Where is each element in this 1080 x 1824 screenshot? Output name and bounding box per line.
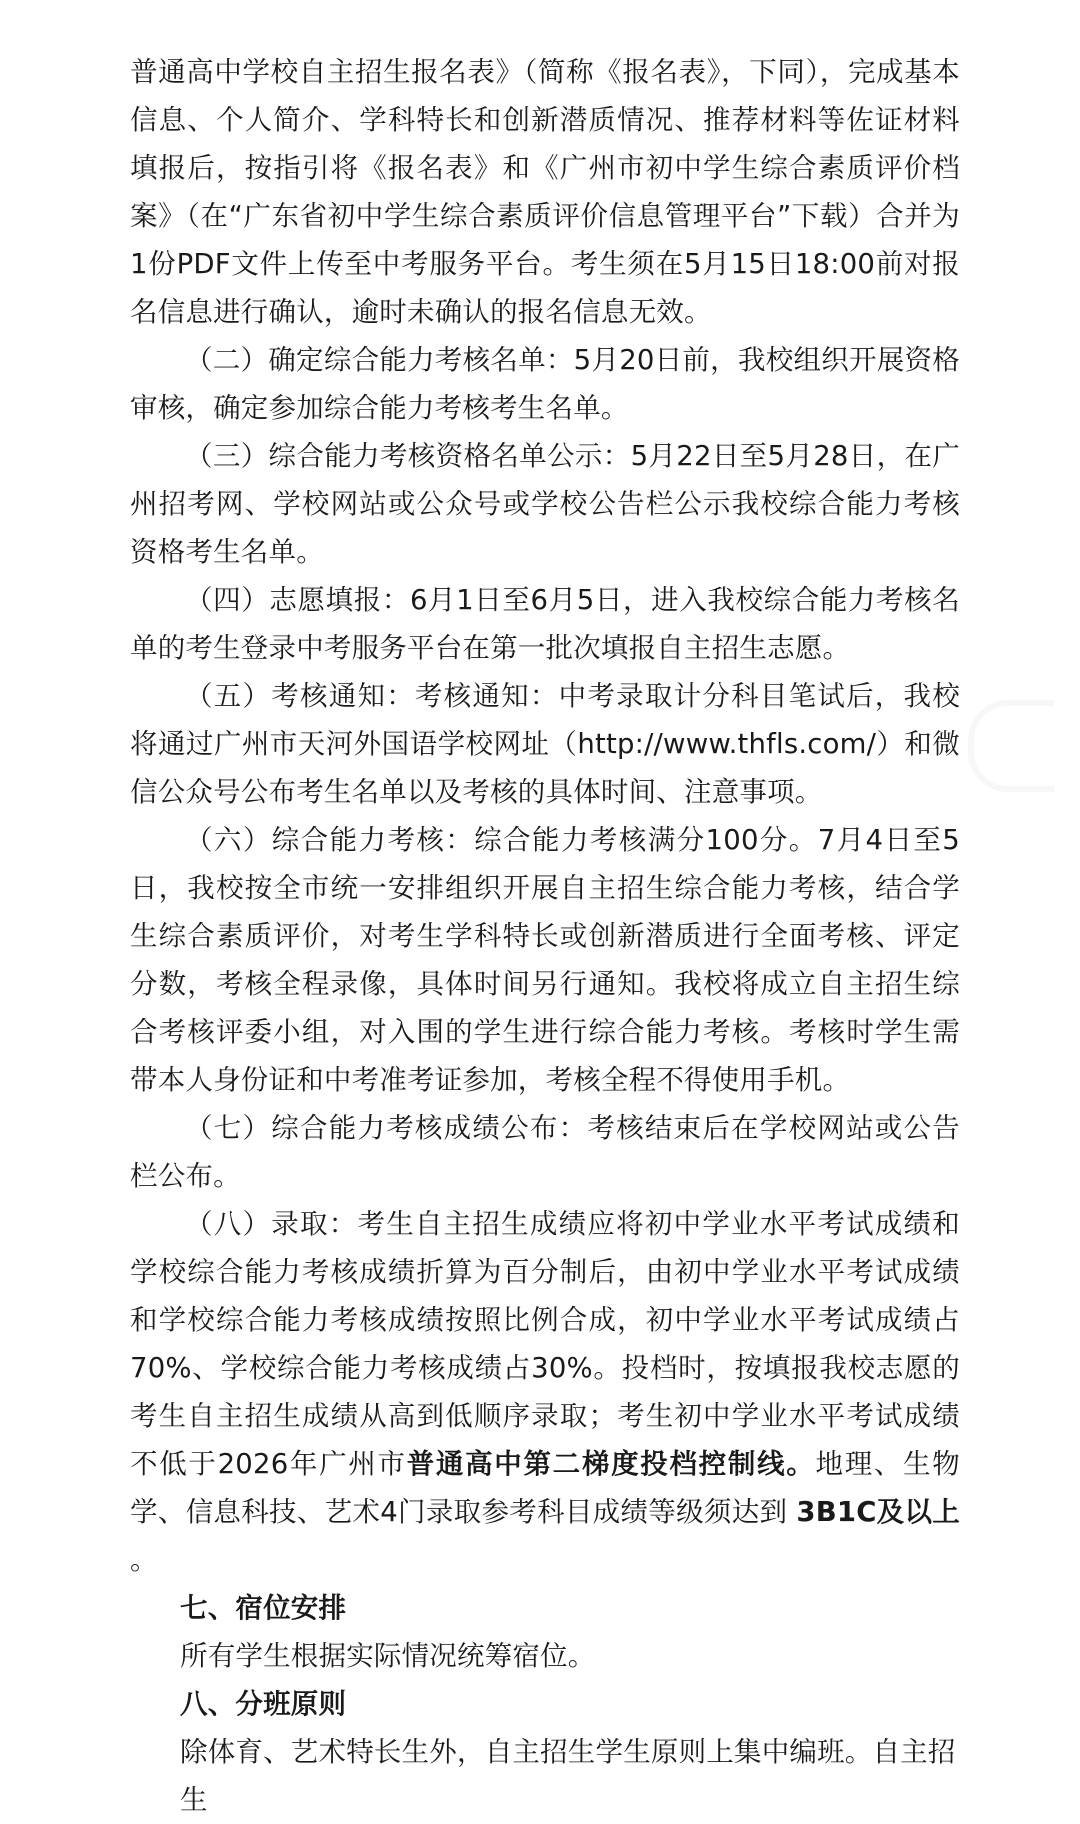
admission-threshold-bold: 普通高中第二梯度投档控制线。 [406,1448,816,1480]
paragraph-step-2: （二）确定综合能力考核名单：5月20日前，我校组织开展资格审核，确定参加综合能力考核考生名单。 [130,344,960,424]
paragraph-step-8 [130,1200,960,1584]
admission-text-2: 地理、生物学、信息科技、艺术4门录取参考科目成绩等级须达到 [130,1448,960,1528]
paragraph-registration: 普通高中学校自主招生报名表》（简称《报名表》，下同），完成基本信息、个人简介、学科特长和创新潜质情况、推荐材料等佐证材料填报后，按指引将《报名表》和《广州市初中学生综合素质评价档案》（在“广东省初中学生综合素质评价信息管理平台”下载）合并为1份PDF文件上传至中考服务平台。考生须在5月15日18:00前对报名信息进行确认，逾时未确认的报名信息无效。 [130,56,960,328]
paragraph-step-5: （五）考核通知：考核通知：中考录取计分科目笔试后，我校将通过广州市天河外国语学校网址（http://www.thfls.com/）和微信公众号公布考生名单以及考核的具体时间、注意事项。 [130,680,960,808]
paragraph-step-3: （三）综合能力考核资格名单公示：5月22日至5月28日，在广州招考网、学校网站或公众号或学校公告栏公示我校综合能力考核资格考生名单。 [130,440,960,568]
paragraph-step-6: （六）综合能力考核：综合能力考核满分100分。7月4日至5日，我校按全市统一安排组织开展自主招生综合能力考核，结合学生综合素质评价，对考生学科特长或创新潜质进行全面考核、评定分数，考核全程录像，具体时间另行通知。我校将成立自主招生综合考核评委小组，对入围的学生进行综合能力考核。考核时学生需带本人身份证和中考准考证参加，考核全程不得使用手机。 [130,824,960,1096]
paragraph-class: 除体育、艺术特长生外，自主招生学生原则上集中编班。自主招生 [180,1736,956,1816]
watermark-mark [968,700,1054,792]
paragraph-dorm: 所有学生根据实际情况统筹宿位。 [180,1640,596,1672]
admission-text-1: （八）录取：考生自主招生成绩应将初中学业水平考试成绩和学校综合能力考核成绩折算为百分制后，由初中学业水平考试成绩和学校综合能力考核成绩按照比例合成，初中学业水平考试成绩占70%、学校综合能力考核成绩占30%。投档时，按填报我校志愿的考生自主招生成绩从高到低顺序录取；考生初中学业水平考试成绩不低于2026年广州市 [130,1208,960,1480]
document-body [130,48,960,1824]
section-heading-dorm: 七、宿位安排 [180,1592,347,1624]
grade-requirement-bold: 3B1C及以上 [796,1496,960,1528]
section-heading-class: 八、分班原则 [180,1688,347,1720]
paragraph-step-7: （七）综合能力考核成绩公布：考核结束后在学校网站或公告栏公布。 [130,1112,960,1192]
admission-text-3: 。 [130,1544,158,1576]
paragraph-step-4: （四）志愿填报：6月1日至6月5日，进入我校综合能力考核名单的考生登录中考服务平台在第一批次填报自主招生志愿。 [130,584,960,664]
